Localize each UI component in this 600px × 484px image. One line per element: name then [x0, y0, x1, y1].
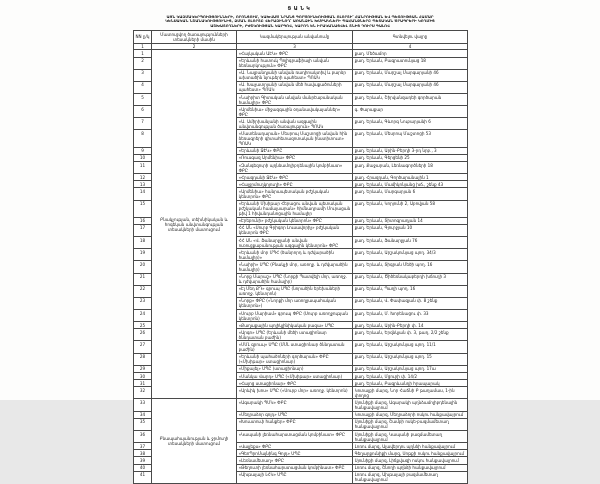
org-name-cell: «ՄՄԼ գրուպ» ՍՊԸ (ՄՄԼ ստացիոնար ծննդատան բաժին) [237, 341, 353, 353]
row-number-cell: 10 [134, 154, 152, 161]
org-name-cell: «ԳեոՊրոՄայնինգ Գոլդ» ՍՊԸ [237, 450, 353, 457]
row-number-cell: 37 [134, 443, 152, 450]
location-cell: Կոտայքի մարզ, Նոր Հաճնի Բ թաղամաս, 1-ին փողոց [353, 387, 468, 399]
location-cell: քաղ. Հրազդան, Գործարանային 1 [353, 174, 468, 181]
row-number-cell: 23 [134, 297, 152, 309]
org-name-cell: «Զանգեզուրի պղնձամոլիբդենային կոմբինատ» ՓԲԸ [237, 161, 353, 173]
row-number-cell: 31 [134, 380, 152, 387]
location-cell: քաղ. Երևան, Գերցենի 25 [353, 154, 468, 161]
org-name-cell: «Ա. Ամիրխանյանի անվան ազգային անվտանգության ծառայություն» ՊՈԱԿ [237, 118, 353, 130]
row-number-cell: 34 [134, 411, 152, 418]
org-name-cell: «Երևանի հատուկ Պոլիգրաֆիայի անվան ձեռնարկություն» ՓԲԸ [237, 57, 353, 69]
row-number-cell: 18 [134, 237, 152, 249]
subtitle-line-3: ԱՇԽԱՏՈՂՆԵՐԻ, ԲԺՇԿՈՒԹՅԱՆ ԿԱՐԳՈՎ, ԿԱՐՈՂ ԵՆ ԻՐԱԿԱՆԱՑՎԵԼ ՏՆԻՑ ԴՈՒՐՍ ԳԱԼՈՎ [210, 23, 390, 29]
subtitle-line-1: ԱՅՆ ԿԱԶՄԱԿԵՐՊՈՒԹՅՈՒՆՆԵՐԻ, ՈՐՈՆՑՈՒՄ, ԿԱԽՎԱԾ ՆՐԱՆՑ ԳՈՐԾՈՒՆԵՈՒԹՅԱՆ ՈԼՈՐՏԻ՝ ՀԱՆՐՈՒԹՅԱՆ ԵՎ ՊԵՏՈՒԹՅԱՆ ՀԱՄԱՐ [166, 13, 434, 19]
location-cell: քաղ. Երևան, Արշակունյաց պող. 34/3 [353, 249, 468, 261]
row-number-cell: 21 [134, 273, 152, 285]
row-number-cell: 33 [134, 399, 152, 411]
row-number-cell: 8 [134, 130, 152, 147]
row-number-cell: 27 [134, 341, 152, 353]
location-cell: Լոռու մարզ, Ախթալայի բազմամետաղ հանքավայրում [353, 471, 468, 483]
org-name-cell: «Թեղուտի լեռնահարստացման կոմբինատ» ՓԲԸ [237, 464, 353, 471]
subtitle-line-2: ԿԵՆՍԱԿԱՆ ՆՇԱՆԱԿՈՒԹՅՈՒՆԻՑ, ՁՄԱՆ ՈԼՈՐՏԸ ՎԵՐԱԶԻՆՈՂ՝ ԱՌԱՆՁԻՆ ԽՄԲԱԿՆԵՐԻ ՊԱՀԱՆՋՆԵՐԸ ՊԵՏԱԿԱՆ ԾՐԱԳՐԵՐԻ ԿՈՂՄԻՑ [165, 18, 435, 24]
org-name-cell: «Նաիրիտ Գիտական անվան մանրէաբանական համալիր» ՓԲԸ [237, 93, 353, 105]
column-number: 4 [353, 43, 468, 49]
row-number-cell: 5 [134, 93, 152, 105]
row-number-cell: 35 [134, 418, 152, 430]
location-cell: քաղ. Երևան, Մեսրոպ Մաշտոցի 53 [353, 130, 468, 147]
location-cell: Սյունիքի մարզ, Ագարակի պղնձամոլիբդենային հանքավայրում [353, 399, 468, 411]
org-name-cell: «Լեռնամետաղ» ՓԲԸ [237, 457, 353, 464]
location-cell: քաղ. Երևան, Մարգարյան 6 [353, 188, 468, 200]
row-number-cell: 6 [134, 106, 152, 118]
service-type-cell: Բնապահպանության և ջրմուղի տեսակների մատուցում [152, 399, 237, 483]
org-name-cell: «Խուստուփ հանքեր» ՓԲԸ [237, 418, 353, 430]
location-cell: քաղ. Երևան, Մցուրի փ. 14/2 [353, 372, 468, 379]
row-number-cell: 32 [134, 387, 152, 399]
org-name-cell: «Արմենիա» միջազգային օդանավակայաններ» ՓԲԸ [237, 106, 353, 118]
table-body [134, 50, 468, 484]
organizations-table [133, 30, 468, 484]
org-name-cell: «Ա. Խաչատրյանի անվան մեծ հավաքածուների պահեստ» ՊՈԱԿ [237, 81, 353, 93]
location-cell: քաղ. Երևան, Տիգրան Մեծի պող. 16 [353, 261, 468, 273]
org-name-cell: «Երևանի պահածոների գործարան» ՓԲԸ («Մխիթար» ստացիոնար) [237, 353, 353, 365]
row-number-cell: 16 [134, 217, 152, 224]
location-cell: Սյունիքի մարզ, Լիճքվազի ոսկու հանքավայրում [353, 457, 468, 464]
org-name-cell: «Երևանի Մխիթար Հերացու անվան պետական բժշկական համալսարան» հիմնադրամի Մուրացան թիվ 1 հիվանդանոցային համալիր [237, 200, 353, 217]
column-number: 2 [152, 43, 237, 49]
org-name-cell: «Արմենիա» հանրապետական բժշկական կենտրոն» ՓԲԸ [237, 188, 353, 200]
table-row [134, 50, 468, 57]
org-name-cell: «Մատենադարան» Մեսրոպ Մաշտոցի անվան հին ձեռագրերի գիտահետազոտական ինստիտուտ» ՊՈԱԿ [237, 130, 353, 147]
location-cell: քաղ. Քաջարան, Լեռնագործների 18 [353, 161, 468, 173]
location-cell: քաղ. Երևան, Արին-Բերդի 3-րդ նրբ., 3 [353, 147, 468, 154]
table-row [134, 399, 468, 411]
row-number-cell: 40 [134, 464, 152, 471]
location-cell: քաղ. Երևան, Պաղի պող. 16 [353, 285, 468, 297]
location-cell: Սյունիքի մարզ, Կապանի բազմամետաղ հանքավայրում [353, 430, 468, 442]
row-number-cell: 2 [134, 57, 152, 69]
org-name-cell: «Մեղրաձոր գոլդ» ՍՊԸ [237, 411, 353, 418]
header-location: Գտնվելու վայրը [353, 31, 468, 44]
row-number-cell: 12 [134, 174, 152, 181]
row-number-cell: 17 [134, 224, 152, 236]
row-number-cell: 26 [134, 329, 152, 341]
row-number-cell: 29 [134, 365, 152, 372]
row-number-cell: 7 [134, 118, 152, 130]
row-number-cell: 9 [134, 147, 152, 154]
header-nn: NN ը/կ [134, 31, 152, 44]
location-cell: քաղ. Երևան, Մարշալ Մարգարյանի 46 [353, 69, 468, 81]
row-number-cell: 22 [134, 285, 152, 297]
org-name-cell: «Նորք Մարաշ» ՍՊԸ (Նորքի Պատվելի մոր, առողջ. և դժվարածին համալիր) [237, 273, 353, 285]
row-number-cell: 20 [134, 261, 152, 273]
org-name-cell: «Սուրբ Մարիամ» գրուպ ՓԲԸ (Սուրբ առողջության կենտրոն) [237, 309, 353, 321]
location-cell: քաղ. Երևան, Կորյունի 2, Աբովյան 58 [353, 200, 468, 217]
row-number-cell: 4 [134, 81, 152, 93]
row-number-cell: 30 [134, 372, 152, 379]
org-name-cell: «Երևանի մոր ՄՊՀ (ծանրորդ և դժվարածին համալիր)» [237, 249, 353, 261]
location-cell: քաղ. Երևան, Ծիծեռնակաբերդի խճուղի 3 [353, 273, 468, 285]
org-name-cell: «Ախթալայի ԼՀԿ» ՍՊԸ [237, 471, 353, 483]
location-cell: քաղ. Երևան, Մ. Խորենացու փ. 33 [353, 309, 468, 321]
row-number-cell: 3 [134, 69, 152, 81]
org-name-cell: «Կապանի լեռնահարստացման կոմբինատ» ՓԲԸ [237, 430, 353, 442]
org-name-cell: «Արգո» ՍՊԸ (Երևանի մեծի ստացիոնար ծննդատան բաժին) [237, 329, 353, 341]
org-name-cell: «Ագարակի ՊՄԿ» ՓԲԸ [237, 399, 353, 411]
location-cell: քաղ. Երևան, Մարշալ Մարգարյանի 46 [353, 81, 468, 93]
location-cell: քաղ. Երևան, Արշակունյաց պող. 15 [353, 353, 468, 365]
row-number-cell: 36 [134, 430, 152, 442]
row-number-cell: 15 [134, 200, 152, 217]
document-title: ՑԱՆԿ [287, 6, 313, 12]
row-number-cell: 25 [134, 322, 152, 329]
org-name-cell: «Ա. Նալբանդյանի անվան ռադիոակտիվ և բարձր ախտածին նյութերի պահեստ» ՊՈԱԿ [237, 69, 353, 81]
location-cell: քաղ. Երևան, Գյուրջյան 10 [353, 224, 468, 236]
location-cell: քաղ. Երևան, Գևորգ Նուբարյանի 6 [353, 118, 468, 130]
location-cell: քաղ. Մեծամոր [353, 50, 468, 57]
row-number-cell: 41 [134, 471, 152, 483]
org-name-cell: «Քաղաքային պոլիկլինիկական բազա» ՍՊԸ [237, 322, 353, 329]
location-cell: քաղ. Երևան, Տիտոգրադյան 14 [353, 217, 468, 224]
org-name-cell: «Ռուսգազ Արմենիա» ՓԲԸ [237, 154, 353, 161]
location-cell: քաղ. Երևան, Երզնկյան փ. 3, թաղ. 2/2 շենք [353, 329, 468, 341]
org-name-cell: «Հայջրմուղկոյուղի» ՓԲԸ [237, 181, 353, 188]
org-name-cell: «Արևիկ խոս» ՍՊԸ («Սուրբ մոր» առողջ. կենտրոն) [237, 387, 353, 399]
location-cell: Լոռու մարզ, Ալավերդու պղնձի հանքավայրում [353, 443, 468, 450]
column-number: 3 [237, 43, 353, 49]
location-cell: քաղ. Երևան, Բագրևանդի հրապարակ [353, 380, 468, 387]
org-name-cell: «Նորք» ՓԲԸ («Նորքի մոր առողջապահական կենտրոն») [237, 297, 353, 309]
service-type-cell: Բնակչության, տեխնիկական և հոգեկան անվտանգության տեսակների մատուցում [152, 50, 237, 399]
table-header-row [134, 31, 468, 44]
org-name-cell: ՀՀ ԱՆ «Սուրբ Գրիգոր Լուսավորիչ» բժշկական կենտրոն ՓԲԸ [237, 224, 353, 236]
location-cell: գ. Փարաքար [353, 106, 468, 118]
row-number-cell: 11 [134, 161, 152, 173]
row-number-cell: 19 [134, 249, 152, 261]
column-number: 1 [134, 43, 152, 49]
org-name-cell: «Հայկական ԱԷԿ» ՓԲԸ [237, 50, 353, 57]
header-service-type: Մատուցվող ծառայությունների տեսակների մասին [152, 31, 237, 44]
row-number-cell: 14 [134, 188, 152, 200]
location-cell: քաղ. Երևան, Մամիկոնյանց խճ., շենք 43 [353, 181, 468, 188]
location-cell: քաղ. Երևան, Արշակունյաց պող. 11/1 [353, 341, 468, 353]
org-name-cell: «Հայոց ստացիոնար» ՓԲԸ [237, 380, 353, 387]
org-name-cell: «Մանկա Վարդ» ՍՊԸ («Մխիթար» ստացիոնար) [237, 372, 353, 379]
row-number-cell: 1 [134, 50, 152, 57]
row-number-cell: 39 [134, 457, 152, 464]
location-cell: քաղ. Երևան, Արշակունյաց պող. 17ա [353, 365, 468, 372]
document-subtitle [122, 15, 478, 29]
location-cell: քաղ. Երևան, Ֆանարջյան 76 [353, 237, 468, 249]
location-cell: Լոռու մարզ, Շնողի պղնձի հանքավայրում [353, 464, 468, 471]
location-cell: Սյունիքի մարզ, Շամբի ոսկե-բազմամետաղ հանքավայրում [353, 418, 468, 430]
location-cell: քաղ. Երևան, Վ. Փափազյան փ. 8 շենք [353, 297, 468, 309]
org-name-cell: «Էլ Մեդ ՔԴ» գրուպ ՍՊԸ (նորածին երեխաների առողջ. կենտրոն) [237, 285, 353, 297]
org-name-cell: «Էրեբունի» բժշկական կենտրոն» ՓԲԸ [237, 217, 353, 224]
row-number-cell: 38 [134, 450, 152, 457]
row-number-cell: 28 [134, 353, 152, 365]
location-cell: քաղ. Երևան, Բագրատունյաց 18 [353, 57, 468, 69]
location-cell: քաղ. Երևան, Շիրվանզադեի գործարան [353, 93, 468, 105]
row-number-cell: 24 [134, 309, 152, 321]
header-org-name: Կազմակերպության անվանումը [237, 31, 353, 44]
location-cell: քաղ. Երևան, Արին-Բերդի փ. 14 [353, 322, 468, 329]
location-cell: Գեղարքունիքի մարզ, Սոթքի ոսկու հանքավայրում [353, 450, 468, 457]
org-name-cell: «Միքայել» ՍՊԸ (ստացիոնար) [237, 365, 353, 372]
org-name-cell: «Նաիրի» ՍՊԸ (Բնակչի մոր, առողջ. և դժվարածին համալիր) [237, 261, 353, 273]
org-name-cell: «Հրազդանի ՋԷԿ» ՓԲԸ [237, 174, 353, 181]
location-cell: Կոտայքի մարզ, Մեղրաձորի ոսկու հանքավայրում [353, 411, 468, 418]
org-name-cell: «Երևանի ՋԷԿ» ՓԲԸ [237, 147, 353, 154]
org-name-cell: ՀՀ ԱՆ «Վ. Ֆանարջյանի անվան ուռուցքաբանության ազգային կենտրոն» ՓԲԸ [237, 237, 353, 249]
org-name-cell: «Վալլեքս» ՓԲԸ [237, 443, 353, 450]
row-number-cell: 13 [134, 181, 152, 188]
